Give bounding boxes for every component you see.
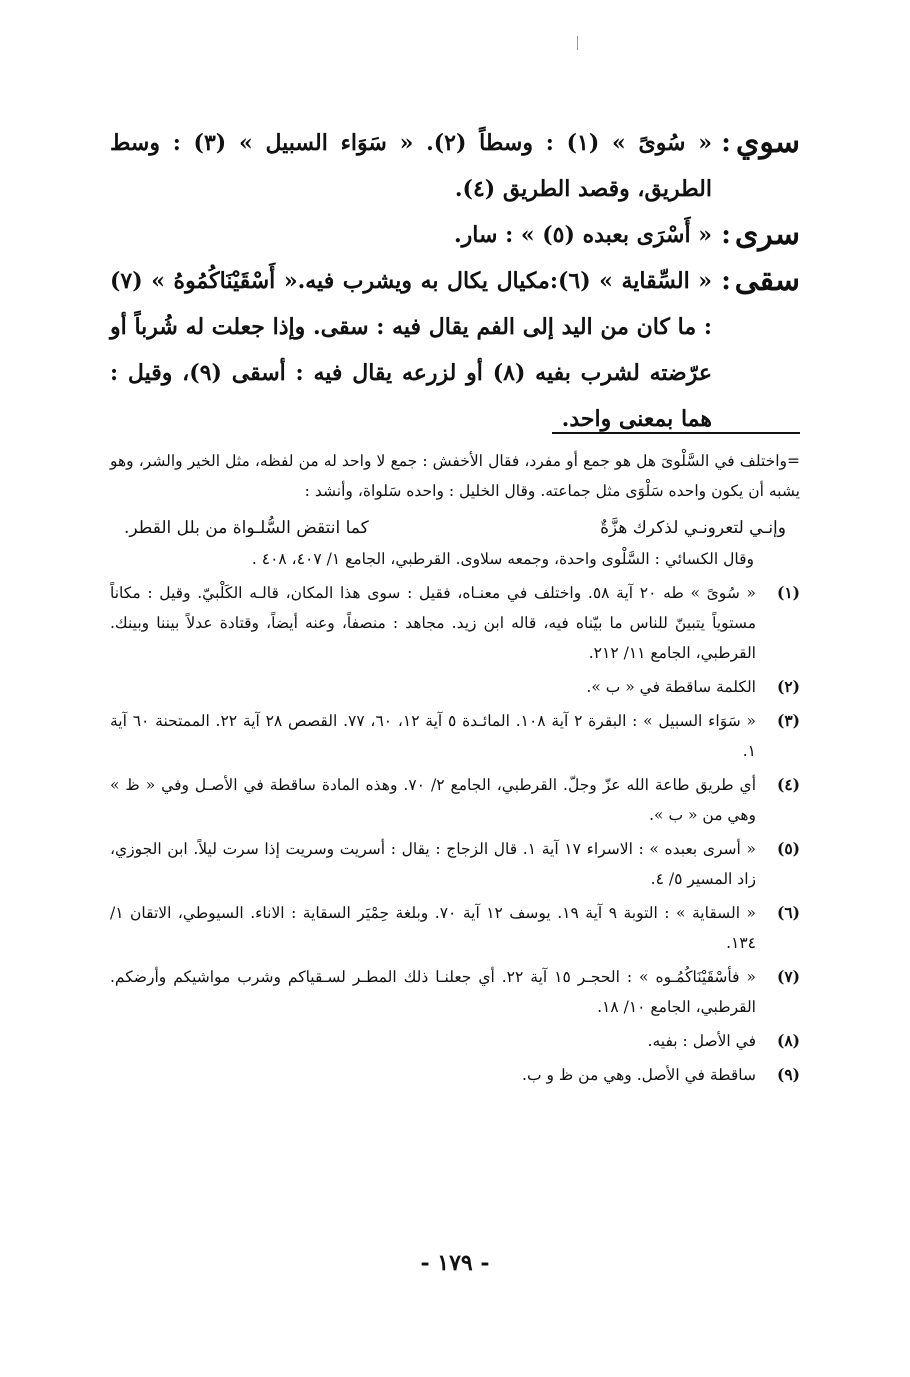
entry-root: سرى [734,217,800,252]
footnote [110,834,800,894]
footnote-text: أي طريق طاعة الله عزّ وجلّ. القرطبي، الجامع ٢/ ٧٠. وهذه المادة ساقطة في الأصـل وفي « ظ » وهي من « ب ». [110,776,756,824]
entry-definition: « أَسْرَى بعبده (٥) » : سار. [453,222,712,248]
entry-separator: : [721,220,731,250]
poetry-verse [124,512,786,544]
glossary-entry [110,120,800,212]
footnote-number: (٨) [776,1031,800,1050]
entry-root: سقى [734,263,800,298]
top-margin-mark [577,36,578,50]
footnote-number: (٢) [776,677,800,696]
footnote-text: « أسرى بعبده » : الاسراء ١٧ آية ١. قال الزجاج : يقال : أسريت وسريت إذا سرت ليلاً. ابن الجوزي، زاد المسير ٥/ ٤. [110,840,756,888]
footnote [110,898,800,958]
footnote [110,578,800,668]
footnote-number: (٧) [776,967,800,986]
footnote [110,962,800,1022]
footnote [110,1026,800,1056]
entry-separator: : [721,128,731,158]
page-number: - ١٧٩ - [420,1250,490,1276]
footnote [110,706,800,766]
footnote-text: « سَوَاء السبيل » : البقرة ٢ آية ١٠٨. المائـدة ٥ آية ١٢، ٦٠، ٧٧. القصص ٢٨ آية ٢٢. الممتحنة ٦٠ آية ١. [110,712,756,760]
verse-first-hemistich: وإنـي لتعرونـي لذكرك هزَّةٌ [600,518,786,538]
continuation-paragraph: وقال الكسائي : السَّلْوى واحدة، وجمعه سلاوى. القرطبي، الجامع ١/ ٤٠٧، ٤٠٨ . [251,550,754,568]
entry-root: سوي [735,125,800,160]
footnote-text: ساقطة في الأصل. وهي من ظ و ب. [522,1066,756,1084]
footnote [110,672,800,702]
entry-definition: « السِّقاية » (٦):مكيال يكال به ويشرب فيه.« أَسْقَيْنَاكُمُوهُ » (٧) : ما كان من اليد إلى الفم يقال فيه : سقى. وإذا جعلت له شُرباً أو عرّضته لشرب بفيه (٨) أو لزرعه يقال فيه : أسقى (٩)، وقيل : هما بمعنى واحد. [110,268,713,432]
footnote-number: (٦) [776,903,800,922]
footnote-divider [552,432,800,434]
continuation-paragraph: =واختلف في السَّلْوىَ هل هو جمع أو مفرد، فقال الأخفش : جمع لا واحد له من لفظه، مثل الخير والشر، وهو يشبه أن يكون واحده سَلْوَى مثل جماعته. وقال الخليل : واحده سَلواة، وأنشد : [110,452,800,500]
footnote-number: (٥) [776,839,800,858]
verse-second-hemistich: كما انتقض السُّلـواة من بلل القطر. [124,518,369,538]
footnote-text: « سُوىً » طه ٢٠ آية ٥٨. واختلف في معنـاه، فقيل : سوى هذا المكان، قالـه الكَلْبيّ. وقيل : مكاناً مستوياً يتبينّ للناس ما بيّناه فيه، قاله ابن زيد. مجاهد : منصفاً، وعنه أيضاً، وقتادة عدلاً بيننا وبينك. القرطبي، الجامع ١١/ ٢١٢. [110,584,756,662]
glossary-entry [110,212,800,258]
footnote-number: (٣) [776,711,800,730]
footnote [110,770,800,830]
entry-definition: « سُوىً » (١) : وسطاً (٢). « سَوَاء السبيل » (٣) : وسط الطريق، وقصد الطريق (٤). [110,130,712,202]
footnote-number: (٤) [776,775,800,794]
footnote-number: (١) [776,583,800,602]
entry-separator: : [721,266,731,296]
glossary-entries [110,120,800,442]
footnote-text: الكلمة ساقطة في « ب ». [586,678,756,696]
footnote-text: « فأسْقَيْنَاكُمُـوه » : الحجـر ١٥ آية ٢٢. أي جعلنـا ذلك المطـر لسـقياكم وشرب مواشيكم وأرضكم. القرطبي، الجامع ١٠/ ١٨. [110,968,756,1016]
footnote-continuation [110,446,800,574]
footnote-text: في الأصل : بفيه. [647,1032,756,1050]
footnotes-section [110,446,800,1090]
footnote-text: « السقاية » : التوبة ٩ آية ١٩. يوسف ١٢ آية ٧٠. وبلغة حِمْيَر السقاية : الاناء. السيوطي، الاتقان ١/ ١٣٤. [110,904,756,952]
footnote-number: (٩) [776,1065,800,1084]
glossary-entry [110,258,800,442]
footnote [110,1060,800,1090]
